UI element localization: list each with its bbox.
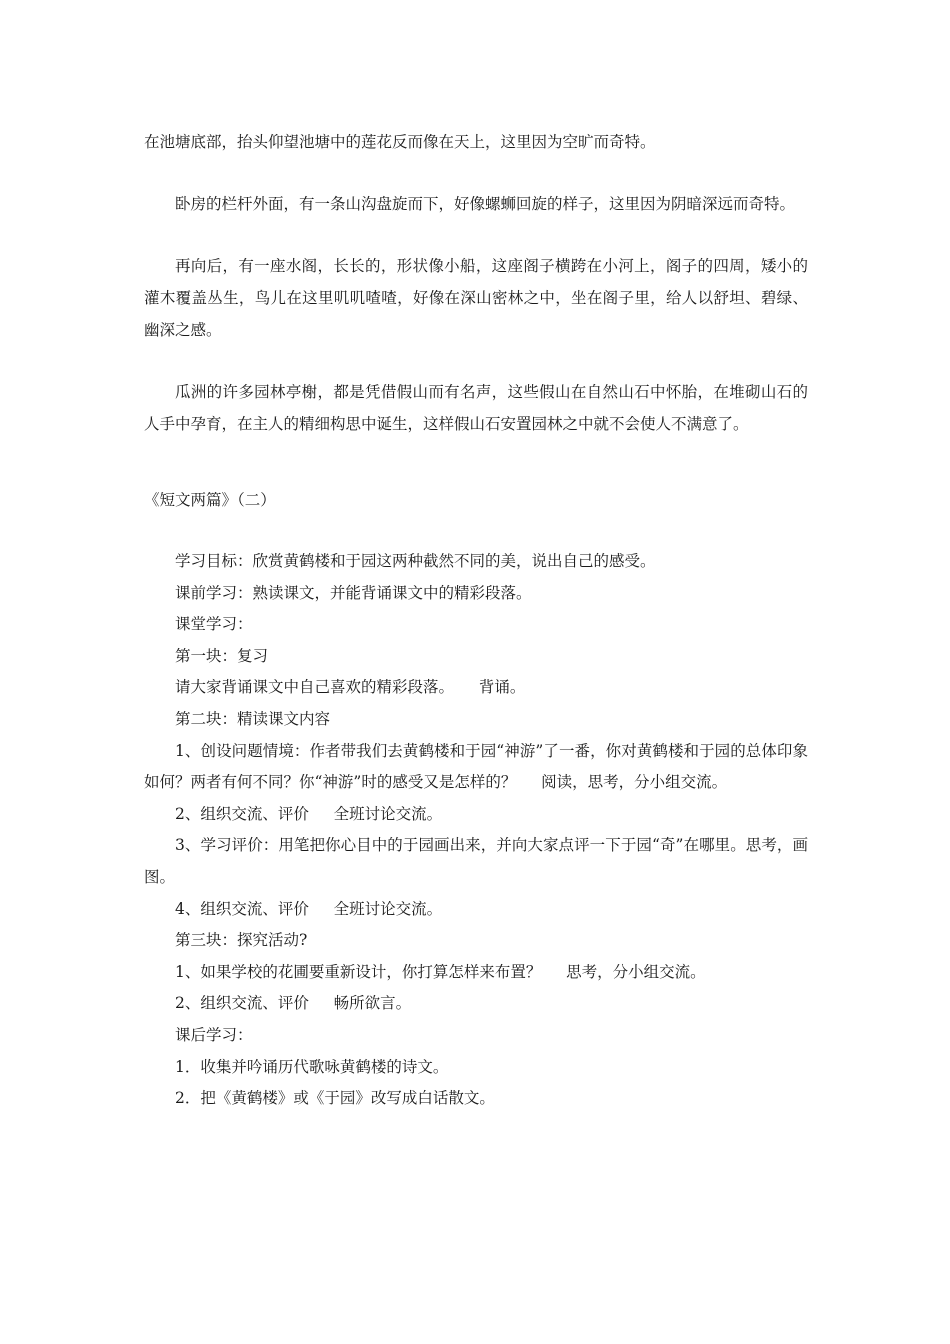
- block2-item2: [144, 799, 808, 831]
- after-class-item2: 2．把《黄鹤楼》或《于园》改写成白话散文。: [175, 1089, 495, 1108]
- document-page: [144, 126, 808, 1115]
- block2-item3-text: 3、学习评价：用笔把你心目中的于园画出来，并向大家点评一下于园“奇”在哪里。: [175, 836, 746, 855]
- block2-item1-activity: 阅读，思考，分小组交流。: [541, 773, 728, 792]
- block3-item2-text: 2、组织交流、评价: [175, 994, 309, 1013]
- block3-item2-activity: 畅所欲言。: [333, 994, 412, 1013]
- paragraph-water-pavilion: 再向后，有一座水阁，长长的，形状像小船，这座阁子横跨在小河上，阁子的四周，矮小的灌木覆盖丛生，鸟儿在这里叽叽喳喳，好像在深山密林之中，坐在阁子里，给人以舒坦、碧绿、幽深之感。: [144, 257, 808, 339]
- section-title: 《短文两篇》（二）: [144, 491, 276, 509]
- paragraph-pond: 在池塘底部，抬头仰望池塘中的莲花反而像在天上，这里因为空旷而奇特。: [144, 133, 656, 151]
- block3-item1-text: 1、如果学校的花圃要重新设计，你打算怎样来布置？: [175, 962, 542, 981]
- learning-goal: 学习目标：欣赏黄鹤楼和于园这两种截然不同的美，说出自己的感受。: [175, 552, 656, 570]
- block1-activity: 背诵。: [478, 678, 526, 697]
- block2-item2-text: 2、组织交流、评价: [175, 804, 309, 823]
- block2-item1: [144, 736, 808, 799]
- block2-item3: [144, 830, 808, 893]
- block2-title: 第二块：精读课文内容: [175, 709, 331, 728]
- block2-item4: [144, 894, 808, 926]
- after-class-item1: 1．收集并吟诵历代歌咏黄鹤楼的诗文。: [175, 1057, 449, 1076]
- lesson-plan: [144, 546, 808, 1115]
- block1-title: 第一块：复习: [175, 646, 269, 665]
- paragraph-rockery: 瓜洲的许多园林亭榭，都是凭借假山而有名声，这些假山在自然山石中怀胎，在堆砌山石的人手中孕育，在主人的精细构思中诞生，这样假山石安置园林之中就不会使人不满意了。: [144, 383, 808, 433]
- pre-class-study: 课前学习：熟读课文，并能背诵课文中的精彩段落。: [175, 583, 532, 602]
- block2-item4-activity: 全班讨论交流。: [333, 899, 443, 918]
- block3-item2: [144, 988, 808, 1020]
- block3-item1-activity: 思考，分小组交流。: [566, 962, 706, 981]
- block1-item: [144, 672, 808, 704]
- block2-item3-activity: 思考，画图。: [144, 836, 808, 886]
- block1-item-text: 请大家背诵课文中自己喜欢的精彩段落。: [175, 678, 455, 697]
- after-class-study: 课后学习：: [175, 1025, 253, 1044]
- block2-item4-text: 4、组织交流、评价: [175, 899, 309, 918]
- in-class-study: 课堂学习：: [175, 615, 253, 634]
- block2-item2-activity: 全班讨论交流。: [333, 804, 443, 823]
- paragraph-railing: 卧房的栏杆外面，有一条山沟盘旋而下，好像螺蛳回旋的样子，这里因为阴暗深远而奇特。: [175, 195, 796, 213]
- block3-title: 第三块：探究活动?: [175, 931, 308, 950]
- block2-item1-text: 1、创设问题情境：作者带我们去黄鹤楼和于园“神游”了一番，你对黄鹤楼和于园的总体印象如何？两者有何不同？你“神游”时的感受又是怎样的？: [144, 741, 808, 792]
- block3-item1: [144, 957, 808, 989]
